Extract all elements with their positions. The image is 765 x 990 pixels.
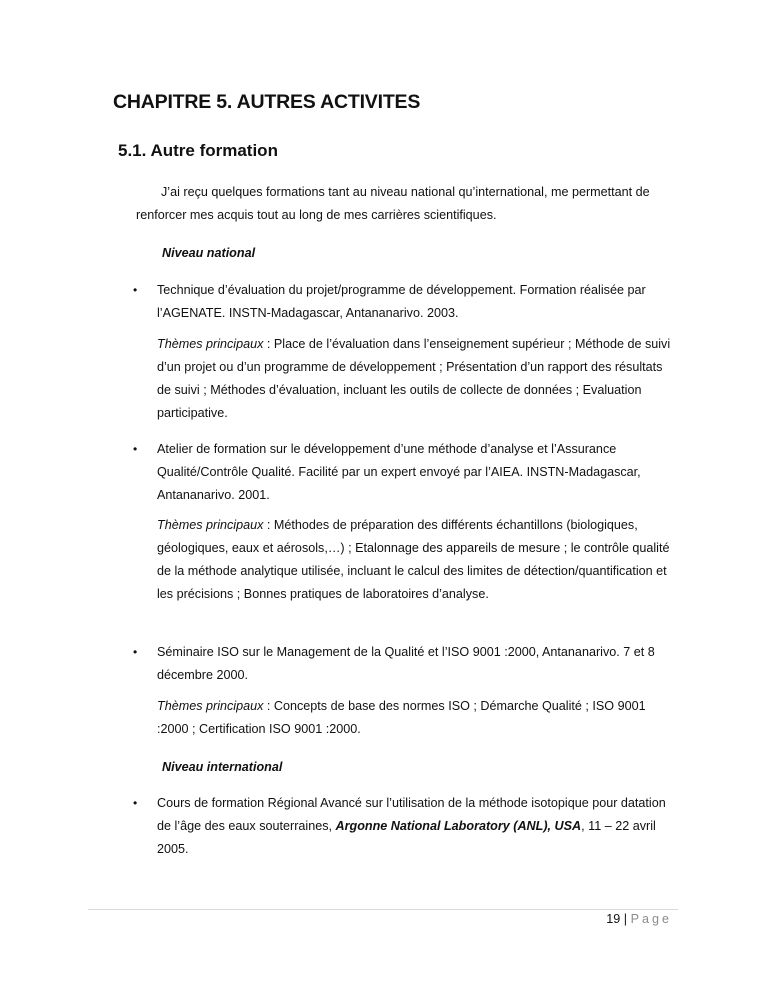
themes-label: Thèmes principaux xyxy=(157,337,264,351)
themes-text: : Place de l’évaluation dans l’enseignement supérieur ; Méthode de suivi d’un projet ou d’un programme de développement ; Présentation d’un rapport des résultats de suivi ; Méthodes d’évaluation, incluant les outils de collecte de données ; Evaluation participative. xyxy=(157,337,671,420)
bullet-icon: • xyxy=(133,442,138,456)
bullet-icon: • xyxy=(133,796,138,810)
page-footer xyxy=(606,912,672,926)
page-number: 19 xyxy=(606,912,621,926)
bullet-icon: • xyxy=(133,645,138,659)
training-item-themes xyxy=(157,695,673,741)
intro-paragraph: J’ai reçu quelques formations tant au niveau national qu’international, me permettant de renforcer mes acquis tout au long de mes carrières scientifiques. xyxy=(136,185,650,222)
training-item-themes xyxy=(157,514,673,606)
section-title: 5.1. Autre formation xyxy=(118,141,278,160)
footer-separator: | xyxy=(623,912,628,926)
training-item-text: Technique d’évaluation du projet/programme de développement. Formation réalisée par l’AGENATE. INSTN-Madagascar, Antananarivo. 2003. xyxy=(157,283,646,320)
training-item-text: Séminaire ISO sur le Management de la Qualité et l’ISO 9001 :2000, Antananarivo. 7 et 8 décembre 2000. xyxy=(157,645,655,682)
training-item-text: Atelier de formation sur le développement d’une méthode d’analyse et l’Assurance Qualité/Contrôle Qualité. Facilité par un expert envoyé par l’AIEA. INSTN-Madagascar, Antananarivo. 2001. xyxy=(157,442,641,502)
bullet-icon: • xyxy=(133,283,138,297)
themes-label: Thèmes principaux xyxy=(157,518,264,532)
page-label: Page xyxy=(630,912,672,926)
item-text-after: , 11 – 22 avril 2005. xyxy=(157,819,656,856)
national-heading: Niveau national xyxy=(162,246,256,260)
item-highlight: Argonne National Laboratory (ANL), USA xyxy=(335,819,582,833)
training-item-themes xyxy=(157,333,673,425)
themes-text: : Méthodes de préparation des différents échantillons (biologiques, géologiques, eaux et aérosols,…) ; Etalonnage des appareils de mesure ; le contrôle qualité de la méthode analytique utilisée, incluant le calcul des limites de détection/quantification et les précisions ; Bonnes pratiques de laboratoires d’analyse. xyxy=(157,518,670,601)
footer-divider xyxy=(88,909,678,910)
item-text-before: Cours de formation Régional Avancé sur l’utilisation de la méthode isotopique pour datation de l’âge des eaux souterraines, xyxy=(157,796,666,833)
chapter-title: CHAPITRE 5. AUTRES ACTIVITES xyxy=(113,91,421,113)
themes-label: Thèmes principaux xyxy=(157,699,264,713)
themes-text: : Concepts de base des normes ISO ; Démarche Qualité ; ISO 9001 :2000 ; Certification ISO 9001 :2000. xyxy=(157,699,646,736)
international-heading: Niveau international xyxy=(162,760,283,774)
training-item-text xyxy=(157,792,673,861)
